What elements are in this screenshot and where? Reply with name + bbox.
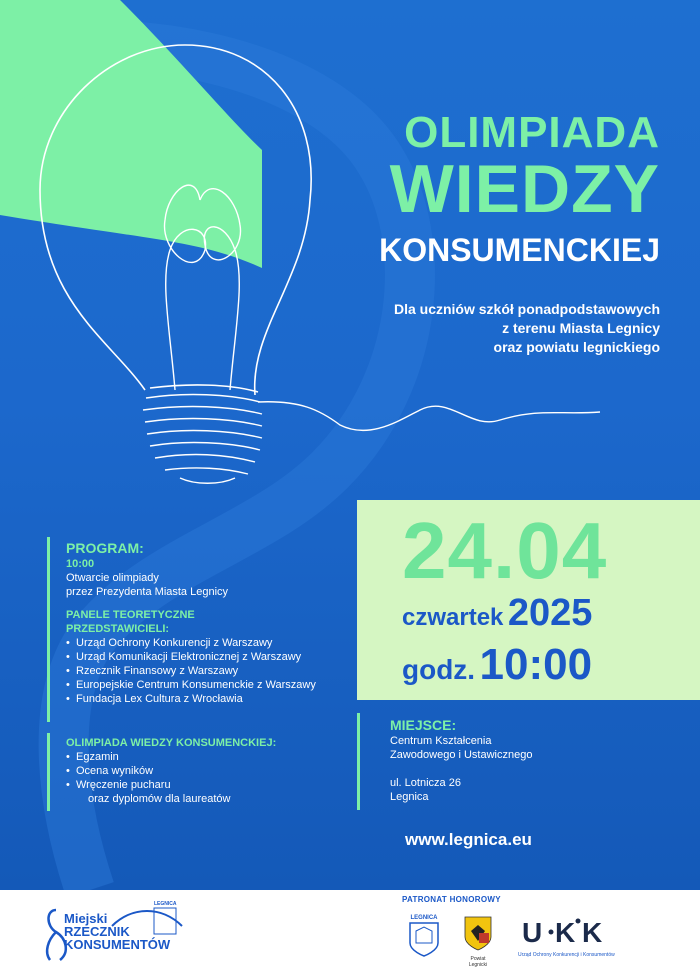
subtitle-line: oraz powiatu legnickiego (493, 339, 660, 355)
rzecznik-line: RZECZNIK (64, 924, 130, 939)
panels-heading: PANELE TEORETYCZNE (66, 609, 195, 621)
program-accent-bar (47, 537, 50, 722)
list-item: • Urząd Komunikacji Elektronicznej z Warszawy (66, 650, 316, 664)
rzecznik-logo (42, 902, 202, 964)
subtitle (394, 300, 660, 357)
list-item: • Ocena wyników (66, 764, 276, 778)
powiat-logo (463, 915, 493, 968)
legnica-badge: LEGNICA (154, 901, 177, 907)
venue-name: Centrum Kształcenia (390, 735, 492, 747)
uokik-mark-icon (518, 914, 638, 950)
venue-heading: MIEJSCE: (390, 717, 457, 733)
venue-section (390, 717, 532, 804)
olympiad-section (66, 736, 276, 806)
event-time-value: 10:00 (479, 640, 593, 689)
event-date: 24.04 (402, 506, 608, 595)
title-line-1: OLIMPIADA (404, 108, 660, 157)
date-box (357, 500, 700, 700)
title-line-2: WIEDZY (389, 151, 660, 227)
uokik-subtitle: Urząd Ochrony Konkurencji i Konsumentów (518, 952, 615, 958)
rzecznik-line: KONSUMENTÓW (64, 937, 171, 952)
website-link[interactable]: www.legnica.eu (405, 830, 532, 849)
event-weekday: czwartek (402, 604, 504, 631)
subtitle-line: z terenu Miasta Legnicy (502, 320, 660, 336)
patronat-label: PATRONAT HONOROWY (402, 895, 501, 904)
venue-name: Zawodowego i Ustawicznego (390, 749, 533, 761)
olympiad-list (66, 750, 276, 806)
panels-heading: PRZEDSTAWICIELI: (66, 623, 170, 635)
legnica-logo-text: LEGNICA (410, 915, 438, 921)
panels-list (66, 636, 316, 706)
svg-text:U: U (522, 917, 543, 948)
list-item: • Urząd Ochrony Konkurencji z Warszawy (66, 636, 316, 650)
legnica-crest-icon (407, 921, 441, 957)
list-item: • Fundacja Lex Cultura z Wrocławia (66, 692, 316, 706)
program-heading: PROGRAM: (66, 540, 144, 556)
venue-city: Legnica (390, 791, 429, 803)
powiat-logo-text: Powiat Legnicki (468, 956, 488, 968)
program-opening: przez Prezydenta Miasta Legnicy (66, 586, 229, 598)
program-time: 10:00 (66, 558, 95, 570)
list-item: • Egzamin (66, 750, 276, 764)
event-time (402, 640, 592, 690)
list-item: • Europejskie Centrum Konsumenckie z Warszawy (66, 678, 316, 692)
svg-text:K: K (555, 917, 576, 948)
legnica-logo (407, 915, 441, 959)
powiat-crest-icon (463, 915, 493, 951)
uokik-logo (518, 914, 638, 964)
program-section (66, 540, 316, 706)
olympiad-heading: OLIMPIADA WIEDZY KONSUMENCKIEJ: (66, 737, 277, 749)
olympiad-accent-bar (47, 733, 50, 811)
title-line-3: KONSUMENCKIEJ (379, 232, 660, 268)
program-opening: Otwarcie olimpiady (66, 572, 159, 584)
list-item: oraz dyplomów dla laureatów (88, 793, 231, 805)
venue-street: ul. Lotnicza 26 (390, 777, 461, 789)
event-time-prefix: godz. (402, 654, 476, 685)
list-item: • Rzecznik Finansowy z Warszawy (66, 664, 316, 678)
list-item: • Wręczenie pucharu (66, 778, 276, 792)
rzecznik-text (64, 912, 170, 951)
svg-text:K: K (582, 917, 603, 948)
rzecznik-line: Miejski (64, 911, 108, 926)
venue-accent-bar (357, 713, 360, 810)
event-day (402, 592, 592, 635)
footer (0, 890, 700, 980)
event-year: 2025 (507, 592, 593, 634)
subtitle-line: Dla uczniów szkół ponadpodstawowych (393, 301, 660, 317)
